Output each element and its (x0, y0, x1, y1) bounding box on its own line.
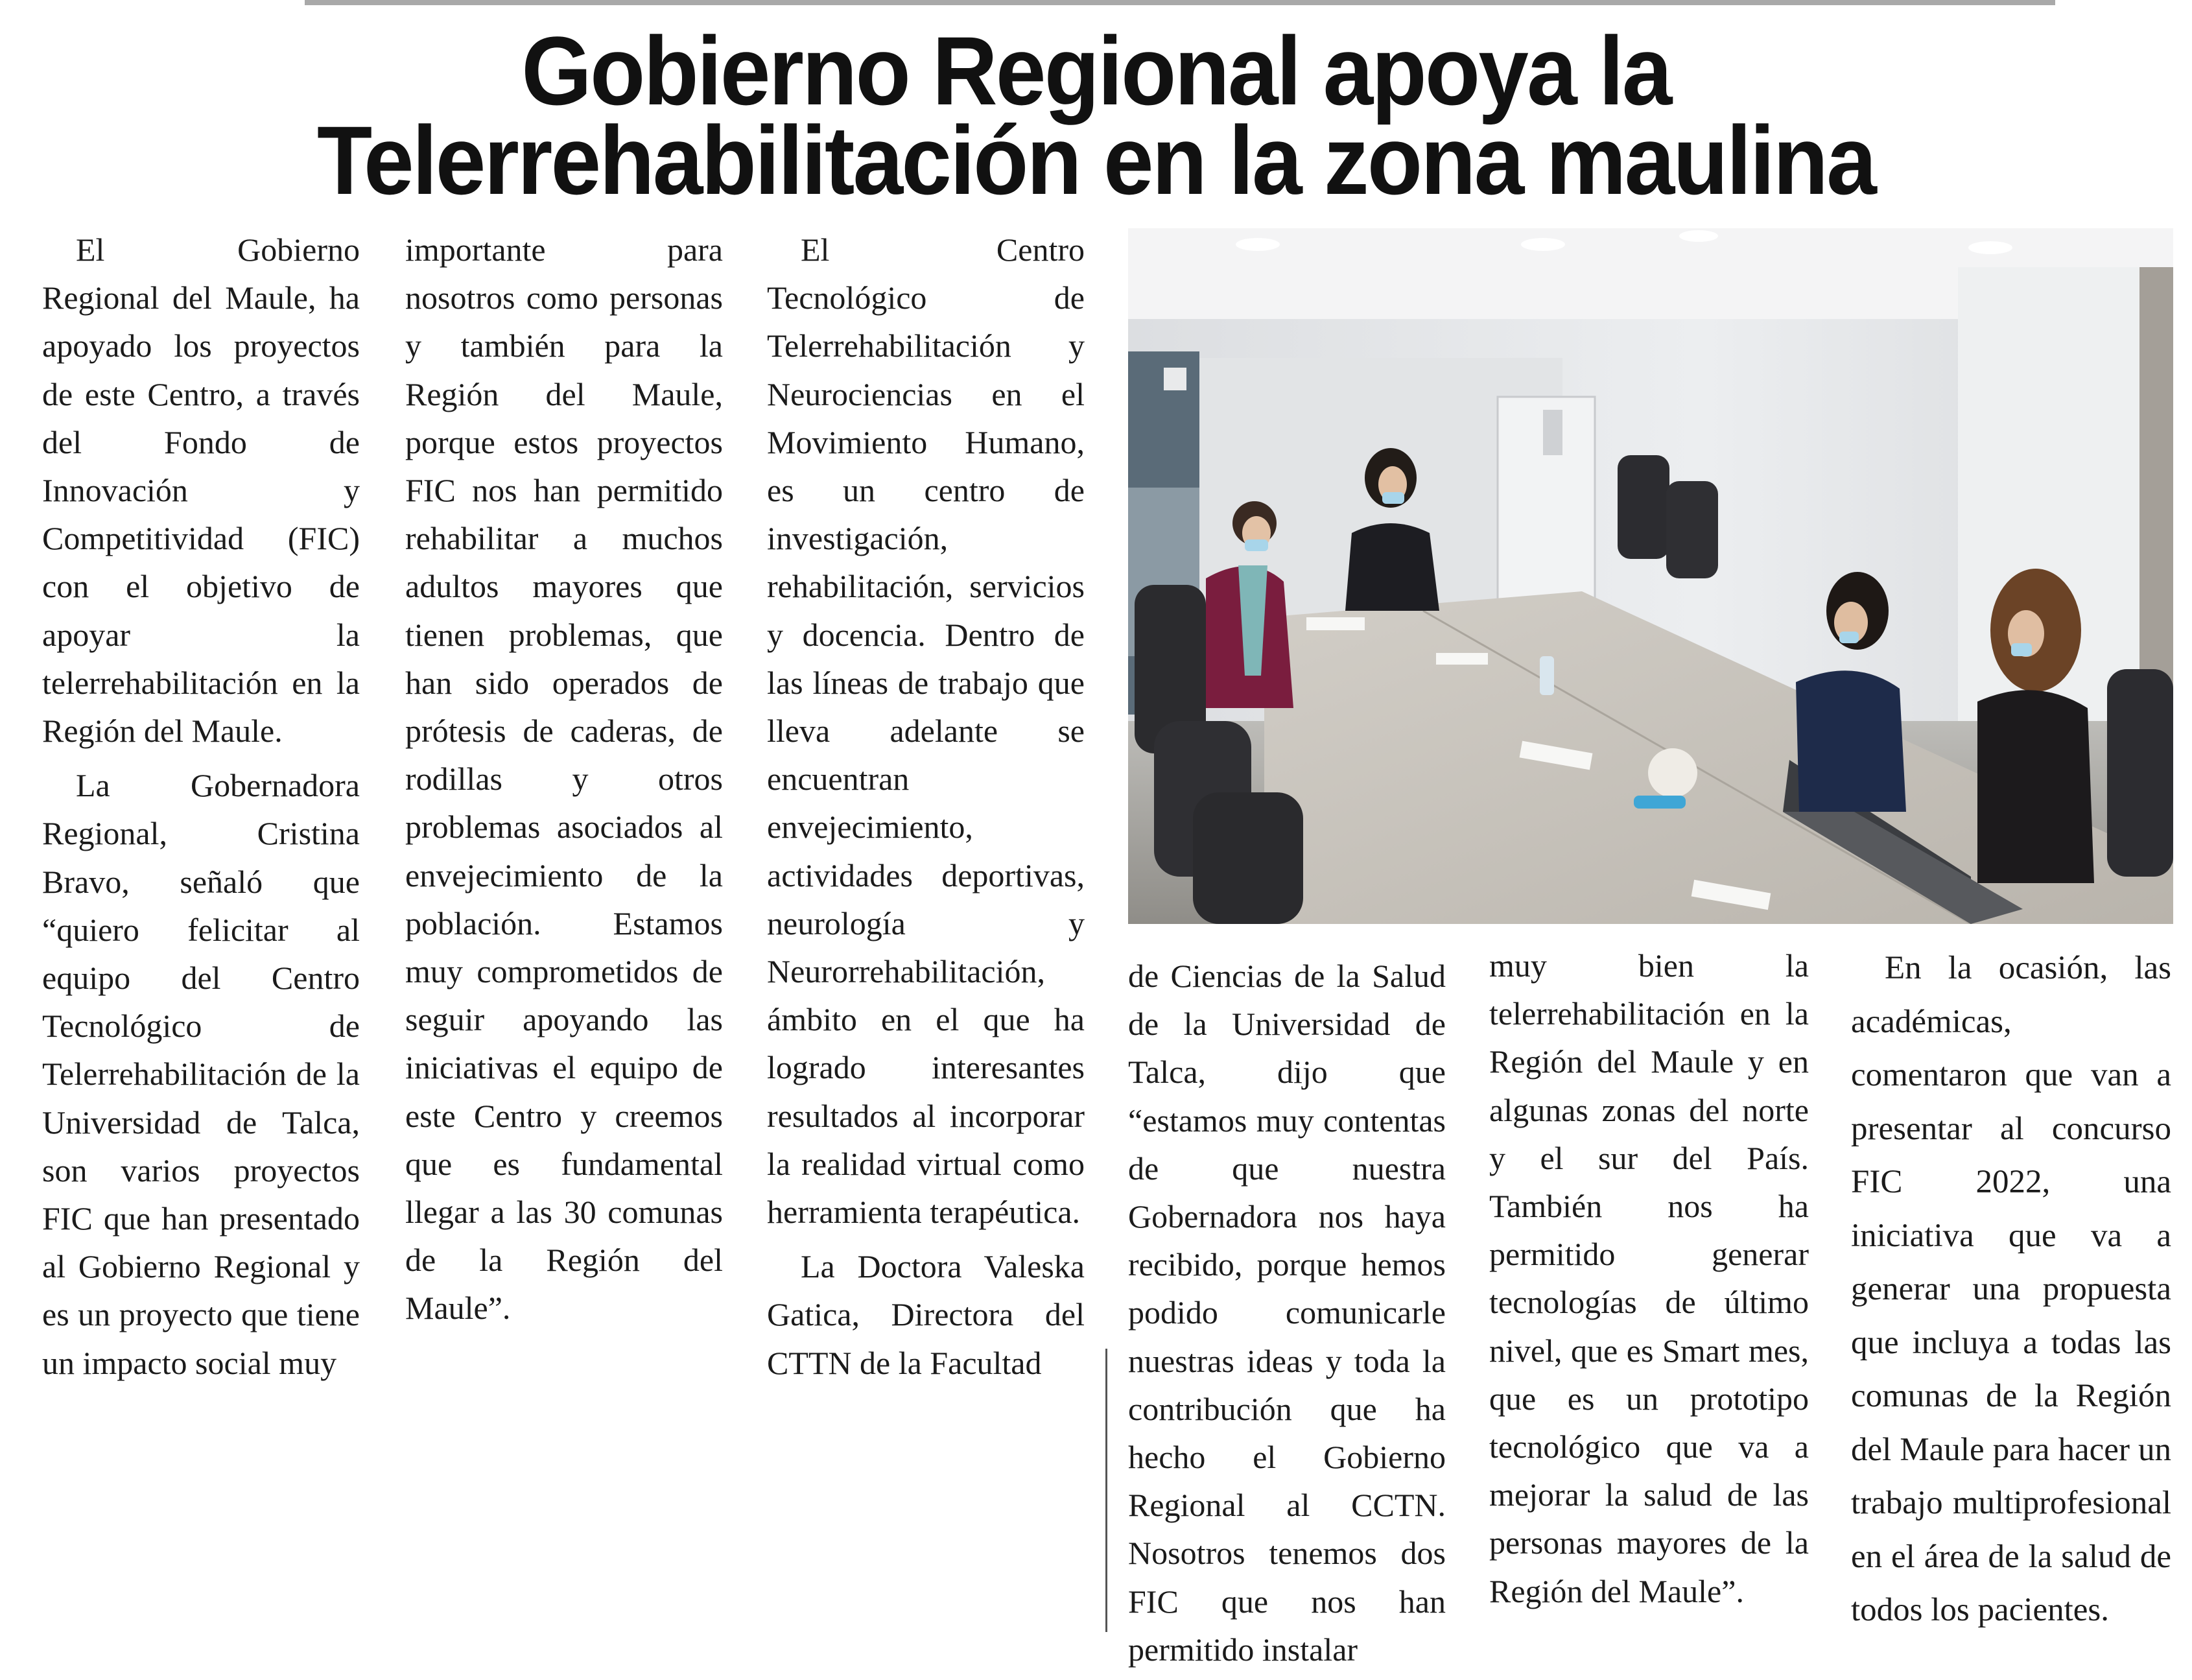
headline-line-2: Telerrehabilitación en la zona maulina (316, 106, 1876, 215)
top-rule (305, 0, 2055, 5)
meeting-photo (1128, 228, 2173, 924)
paragraph: importante para nosotros como personas y también para la Región del Maule, porque estos proyectos FIC nos han permitido rehabilitar a muchos adultos mayores que tienen problemas, que han sido operados de prótesis de caderas, de rodillas y otros problemas asociados al envejecimiento de la población. Estamos muy comprometidos de seguir apoyando las iniciativas el equipo de este Centro y creemos que es fundamental llegar a las 30 comunas de la Región del Maule”. (405, 231, 723, 1327)
paragraph: El Gobierno Regional del Maule, ha apoyado los proyectos de este Centro, a través del Fondo de Innovación y Competitividad (FIC) con el objetivo de apoyar la telerrehabilitación en la Región del Maule. (42, 231, 360, 750)
paragraph: La Doctora Valeska Gatica, Directora del CTTN de la Facultad (767, 1248, 1085, 1381)
headline (77, 16, 2115, 215)
paragraph: El Centro Tecnológico de Telerrehabilitación y Neurociencias en el Movimiento Humano, es un centro de investigación, rehabilitación, servicios y docencia. Dentro de las líneas de trabajo que lleva adelante se encuentran envejecimiento, actividades deportivas, neurología y Neurorrehabilitación, ámbito en el que ha logrado interesantes resultados al incorporar la realidad virtual como herramienta terapéutica. (767, 231, 1085, 1231)
column-5 (1489, 941, 1809, 1622)
column-6 (1851, 941, 2171, 1644)
paragraph: La Gobernadora Regional, Cristina Bravo, señaló que “quiero felicitar al equipo del Centro Tecnológico de Telerrehabilitación de la Universidad de Talca, son varios proyectos FIC que han presentado al Gobierno Regional y es un proyecto que tiene un impacto social muy (42, 767, 360, 1381)
column-3 (767, 226, 1085, 1393)
column-2 (405, 226, 723, 1339)
headline-line-1: Gobierno Regional apoya la (521, 16, 1671, 125)
column-4 (1128, 952, 1446, 1680)
column-divider (1105, 1349, 1107, 1632)
paragraph: de Ciencias de la Salud de la Universidad de Talca, dijo que “estamos muy contentas de que nuestra Gobernadora nos haya recibido, porque hemos podido comunicarle nuestras ideas y toda la contribución que ha hecho el Gobierno Regional al CCTN. Nosotros tenemos dos FIC que nos han permitido instalar (1128, 958, 1446, 1668)
column-1 (42, 226, 360, 1393)
paragraph: muy bien la telerrehabilitación en la Región del Maule y en algunas zonas del norte y el sur del País. También nos ha permitido generar tecnologías de último nivel, que es Smart mes, que es un prototipo tecnológico que va a mejorar la salud de las personas mayores de la Región del Maule”. (1489, 947, 1809, 1609)
paragraph: En la ocasión, las académicas, comentaron que van a presentar al concurso FIC 2022, una iniciativa que va a generar una propuesta que incluya a todas las comunas de la Región del Maule para hacer un trabajo multiprofesional en el área de la salud de todos los pacientes. (1851, 950, 2171, 1628)
